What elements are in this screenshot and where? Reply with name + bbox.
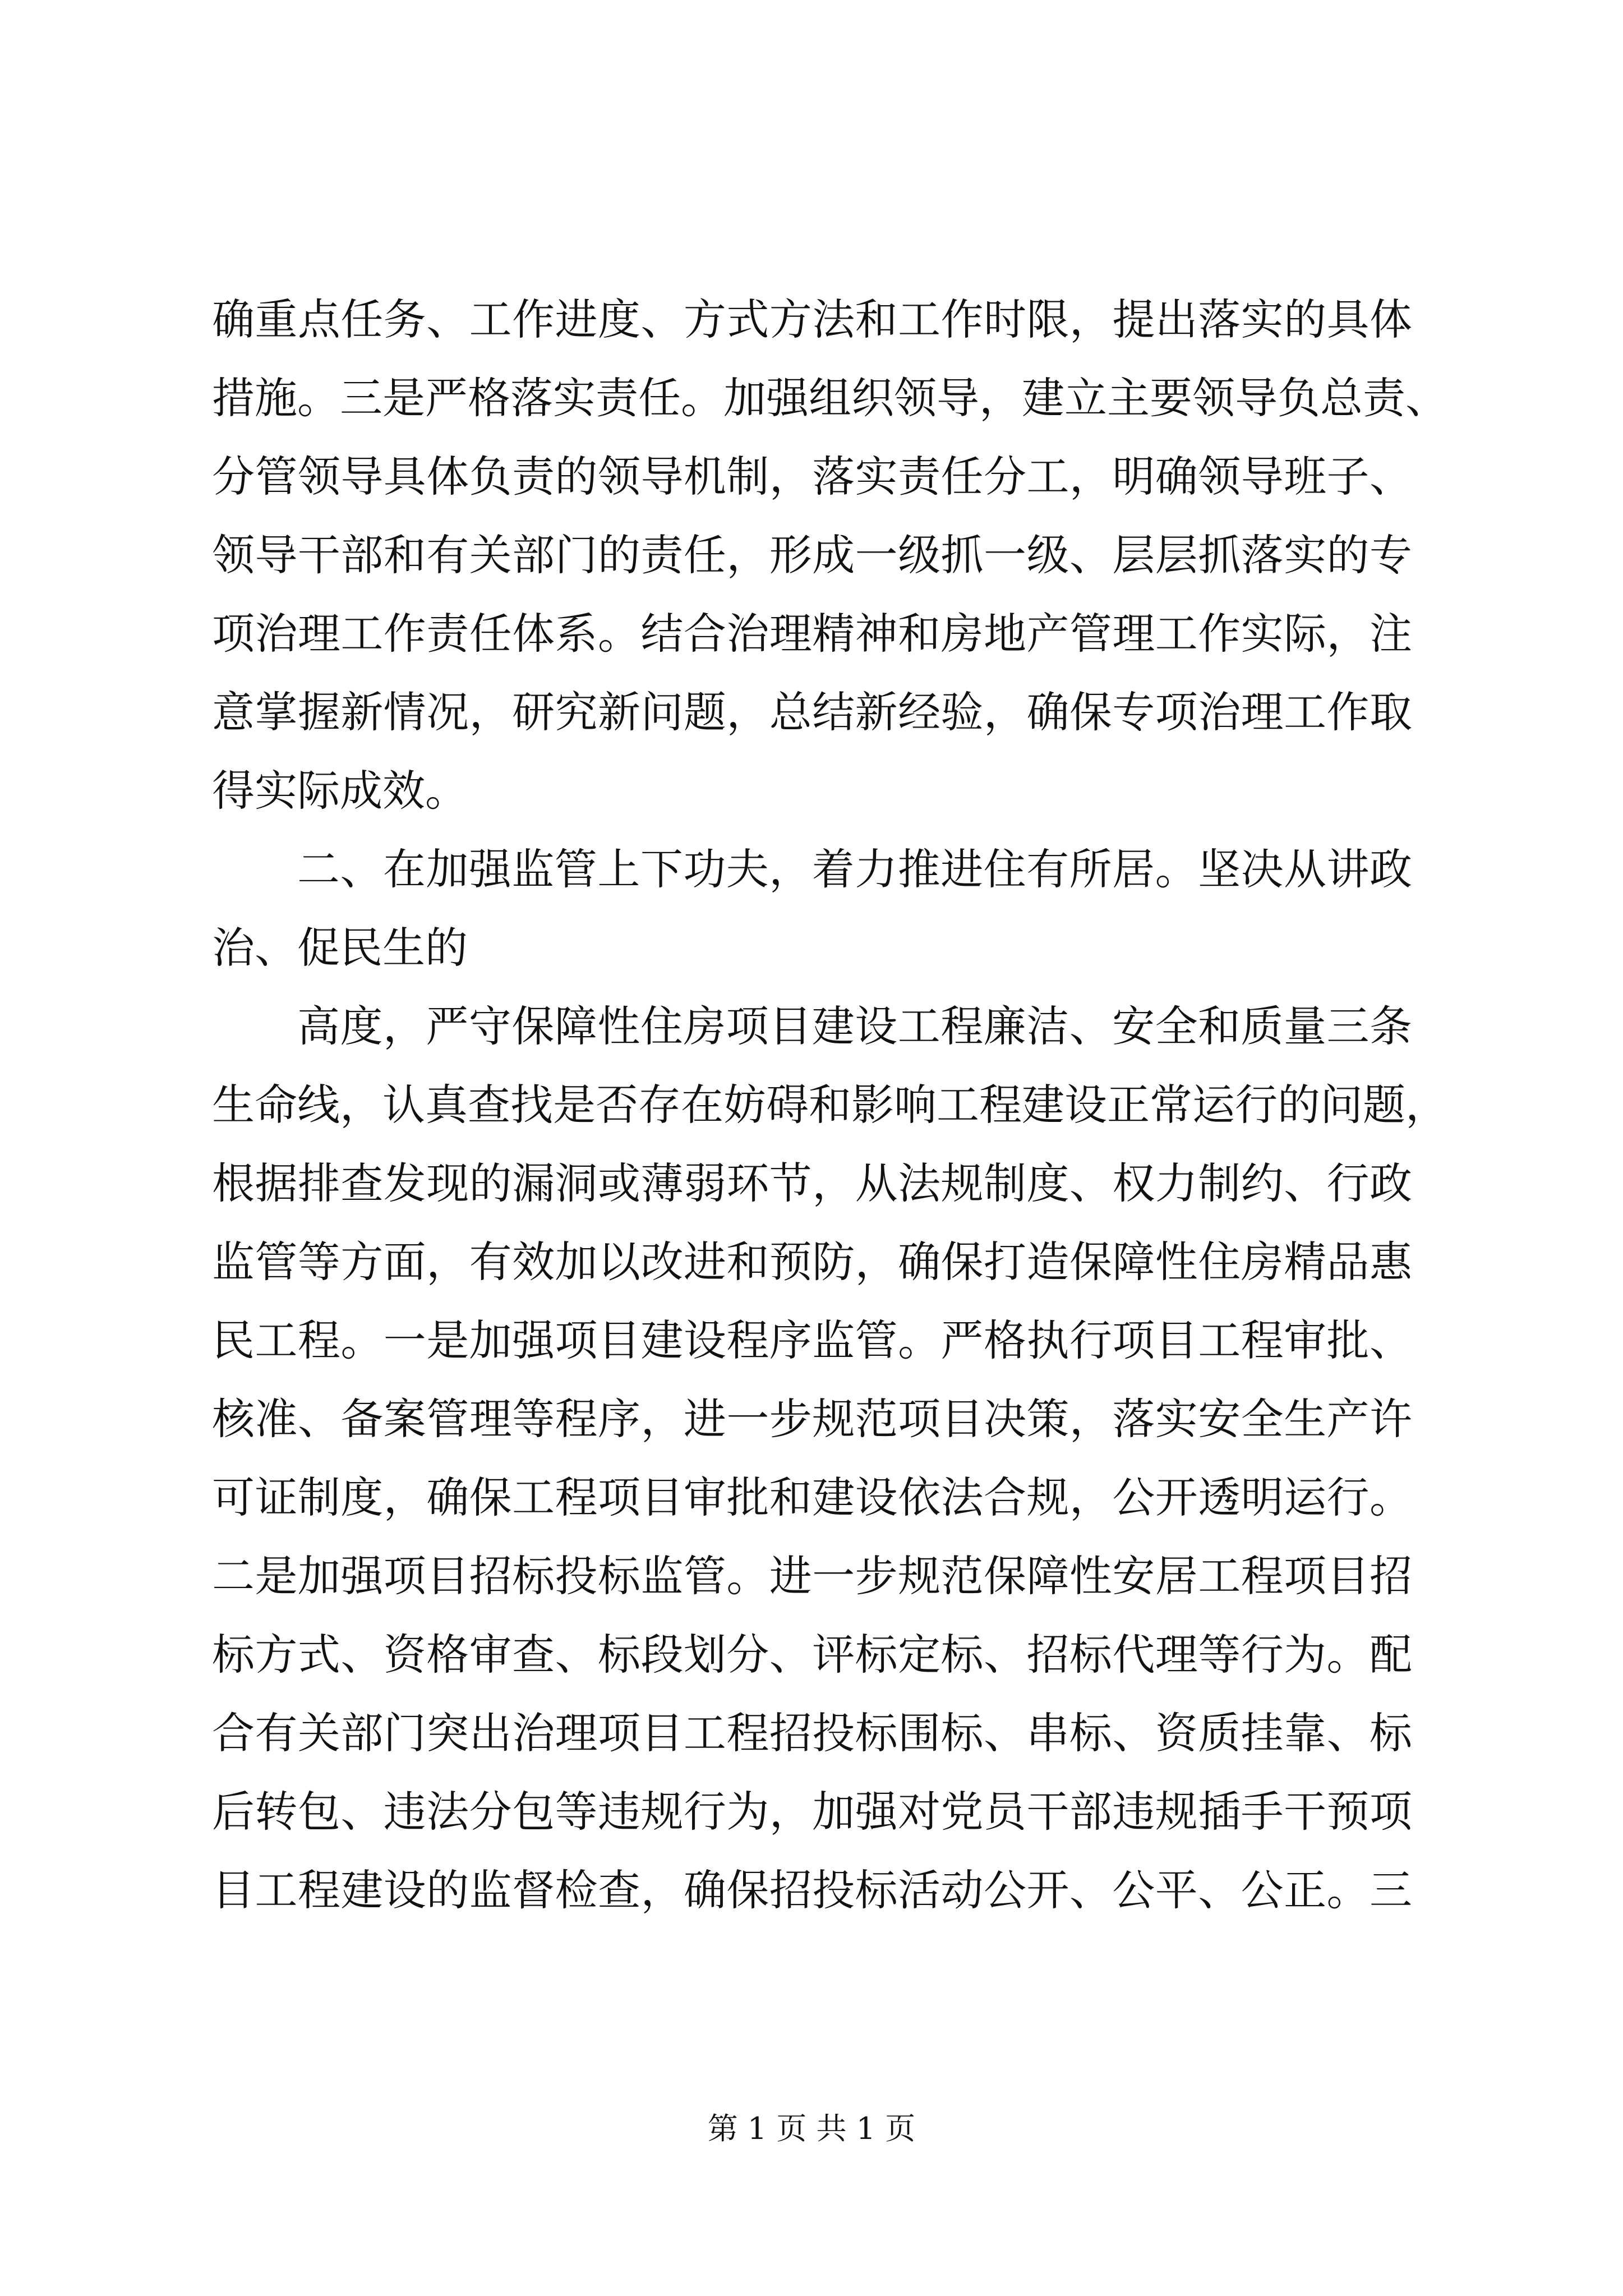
body-line: 意掌握新情况，研究新问题，总结新经验，确保专项治理工作取 xyxy=(212,687,1412,737)
body-line: 得实际成效。 xyxy=(212,766,468,816)
body-line: 领导干部和有关部门的责任，形成一级抓一级、层层抓落实的专 xyxy=(212,530,1412,580)
body-line: 生命线，认真查找是否存在妨碍和影响工程建设正常运行的问题， xyxy=(212,1080,1448,1130)
body-line: 后转包、违法分包等违规行为，加强对党员干部违规插手干预项 xyxy=(212,1787,1412,1837)
body-line: 措施。三是严格落实责任。加强组织领导，建立主要领导负总责、 xyxy=(212,373,1448,423)
body-line: 合有关部门突出治理项目工程招投标围标、串标、资质挂靠、标 xyxy=(212,1708,1412,1758)
body-line: 项治理工作责任体系。结合治理精神和房地产管理工作实际，注 xyxy=(212,609,1412,659)
body-line: 监管等方面，有效加以改进和预防，确保打造保障性住房精品惠 xyxy=(212,1237,1412,1287)
body-line: 二、在加强监管上下功夫，着力推进住有所居。坚决从讲政 xyxy=(297,844,1412,894)
body-line: 核准、备案管理等程序，进一步规范项目决策，落实安全生产许 xyxy=(212,1394,1412,1444)
body-line: 根据排查发现的漏洞或薄弱环节，从法规制度、权力制约、行政 xyxy=(212,1158,1412,1208)
page-footer: 第 1 页 共 1 页 xyxy=(707,2111,916,2146)
body-line: 分管领导具体负责的领导机制，落实责任分工，明确领导班子、 xyxy=(212,452,1412,501)
body-line: 目工程建设的监督检查，确保招投标活动公开、公平、公正。三 xyxy=(212,1865,1412,1915)
body-line: 民工程。一是加强项目建设程序监管。严格执行项目工程审批、 xyxy=(212,1315,1412,1365)
body-line: 确重点任务、工作进度、方式方法和工作时限，提出落实的具体 xyxy=(212,295,1412,344)
body-line: 治、促民生的 xyxy=(212,923,468,973)
body-line: 高度，严守保障性住房项目建设工程廉洁、安全和质量三条 xyxy=(297,1001,1412,1051)
body-line: 标方式、资格审查、标段划分、评标定标、招标代理等行为。配 xyxy=(212,1630,1412,1680)
document-body xyxy=(212,280,1448,1930)
body-line: 可证制度，确保工程项目审批和建设依法合规，公开透明运行。 xyxy=(212,1473,1412,1522)
body-line: 二是加强项目招标投标监管。进一步规范保障性安居工程项目招 xyxy=(212,1551,1412,1601)
